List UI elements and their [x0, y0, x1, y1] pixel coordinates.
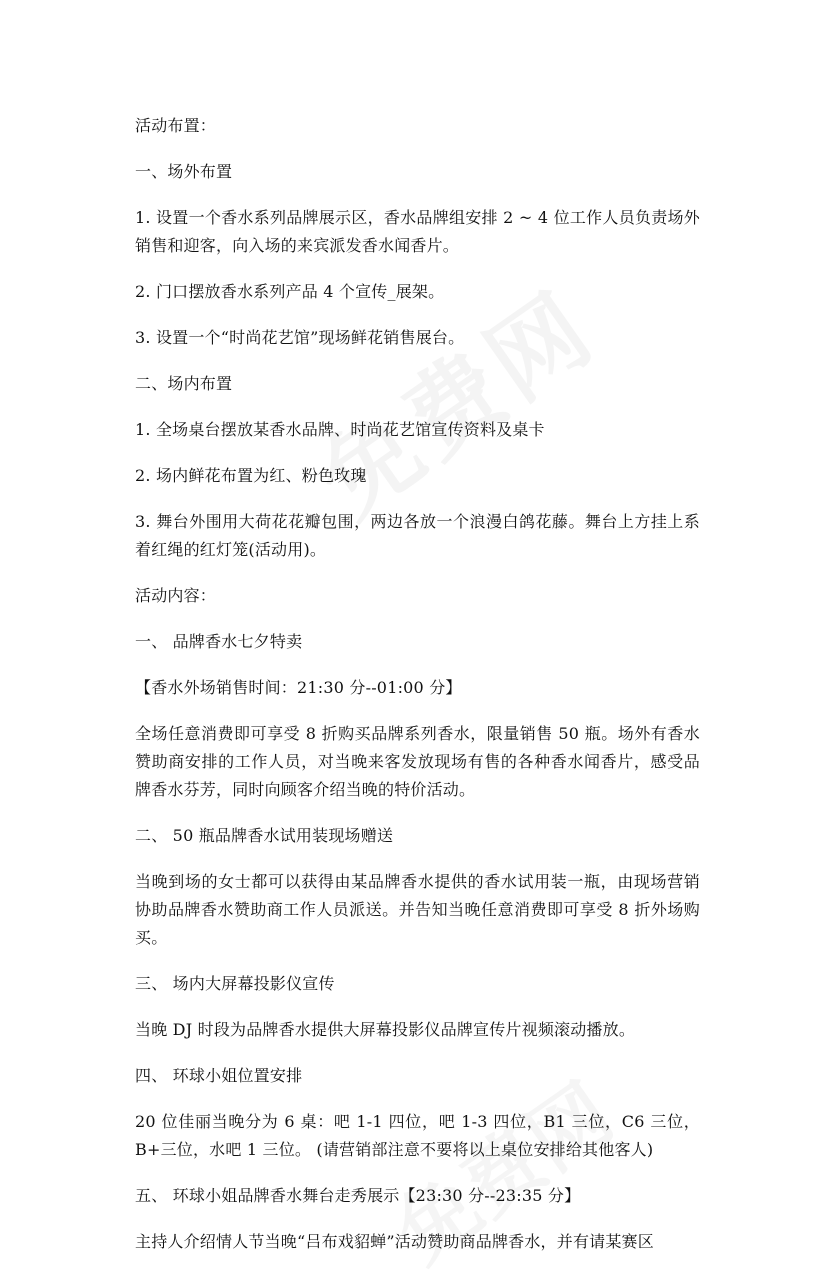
paragraph: 主持人介绍情人节当晚“吕布戏貂蝉”活动赞助商品牌香水，并有请某赛区 [135, 1232, 654, 1251]
paragraph: 2. 场内鲜花布置为红、粉色玫瑰 [135, 466, 367, 485]
section-sample-giveaway: 二、 50 瓶品牌香水试用装现场赠送 [135, 826, 394, 845]
section-indoor-layout: 二、场内布置 [135, 374, 233, 393]
section-outdoor-layout: 一、场外布置 [135, 162, 233, 181]
heading-activity-layout: 活动布置： [135, 116, 217, 135]
document-body [135, 112, 700, 1274]
paragraph: 1. 全场桌台摆放某香水品牌、时尚花艺馆宣传资料及桌卡 [135, 420, 545, 439]
paragraph: 1. 设置一个香水系列品牌展示区，香水品牌组安排 2 ~ 4 位工作人员负责场外销售和迎客，向入场的来宾派发香水闻香片。 [135, 208, 700, 255]
paragraph: 当晚到场的女士都可以获得由某品牌香水提供的香水试用装一瓶，由现场营销协助品牌香水赞助商工作人员派送。并告知当晚任意消费即可享受 8 折外场购买。 [135, 872, 700, 947]
section-projector: 三、 场内大屏幕投影仪宣传 [135, 974, 335, 993]
paragraph: 20 位佳丽当晚分为 6 桌：吧 1-1 四位，吧 1-3 四位，B1 三位，C6 三位，B+三位，水吧 1 三位。 (请营销部注意不要将以上桌位安排给其他客人) [135, 1112, 700, 1159]
paragraph: 全场任意消费即可享受 8 折购买品牌系列香水，限量销售 50 瓶。场外有香水赞助商安排的工作人员，对当晚来客发放现场有售的各种香水闻香片，感受品牌香水芬芳，同时向顾客介绍当晚的特价活动。 [135, 724, 700, 799]
heading-activity-content: 活动内容： [135, 586, 217, 605]
paragraph: 当晚 DJ 时段为品牌香水提供大屏幕投影仪品牌宣传片视频滚动播放。 [135, 1020, 636, 1039]
section-perfume-sale: 一、 品牌香水七夕特卖 [135, 632, 303, 651]
section-seating: 四、 环球小姐位置安排 [135, 1066, 303, 1085]
paragraph: 3. 舞台外围用大荷花花瓣包围，两边各放一个浪漫白鸽花藤。舞台上方挂上系着红绳的红灯笼(活动用)。 [135, 512, 700, 559]
paragraph: 2. 门口摆放香水系列产品 4 个宣传_展架。 [135, 282, 445, 301]
sale-time: 【香水外场销售时间：21:30 分--01:00 分】 [135, 678, 462, 697]
section-runway-show: 五、 环球小姐品牌香水舞台走秀展示【23:30 分--23:35 分】 [135, 1186, 581, 1205]
paragraph: 3. 设置一个“时尚花艺馆”现场鲜花销售展台。 [135, 328, 465, 347]
